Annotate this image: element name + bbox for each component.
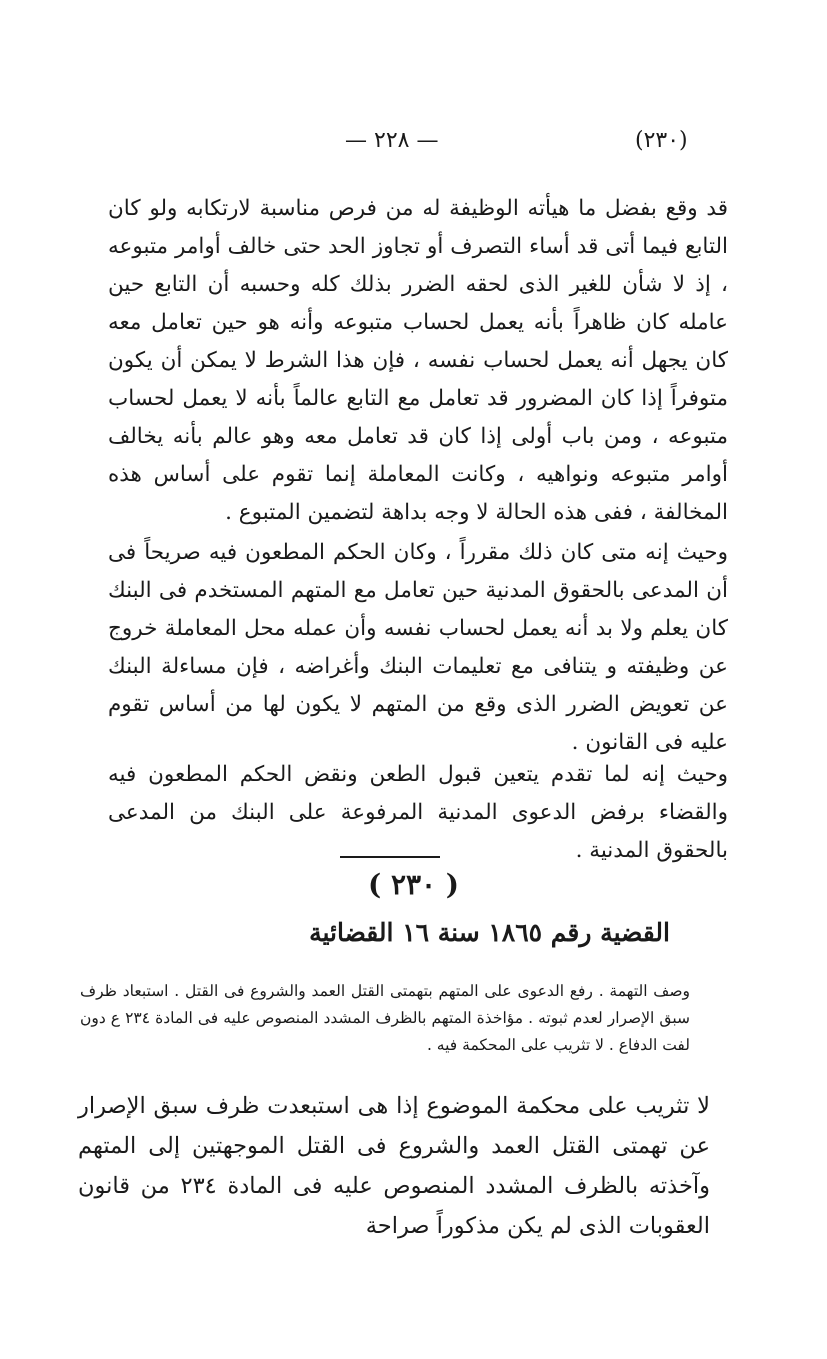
ruling-number: (٢٣٠): [635, 128, 688, 153]
page-header: [80, 128, 717, 164]
case-principle: لا تثريب على محكمة الموضوع إذا هى استبعدت ظرف سبق الإصرار عن تهمتى القتل العمد والشروع فى القتل الموجهتين إلى المتهم وآخذته بالظرف المشدد المنصوص عليه فى المادة ٢٣٤ من قانون العقوبات الذى لم يكن مذكوراً صراحة: [78, 1093, 710, 1239]
paragraph-1: قد وقع بفضل ما هيأته الوظيفة له من فرص مناسبة لارتكابه ولو كان التابع فيما أتى قد أساء التصرف أو تجاوز الحد حتى خالف أوامر متبوعه ، إذ لا شأن للغير الذى لحقه الضرر بذلك كله وحسبه أن التابع حين عامله كان ظاهراً بأنه يعمل لحساب متبوعه وأنه هو حين تعامل معه كان يجهل أنه يعمل لحساب نفسه ، فإن هذا الشرط لا يمكن أن يكون متوفراً إذا كان المضرور قد تعامل مع التابع عالماً بأنه لا يعمل لحساب متبوعه ، ومن باب أولى إذا كان قد تعامل معه وهو عالم بأنه يخالف أوامر متبوعه ونواهيه ، وكانت المعاملة إنما تقوم على أساس هذه المخالفة ، ففى هذه الحالة لا وجه بداهة لتضمين المتبوع .: [108, 196, 728, 525]
section-divider: [340, 856, 440, 858]
paragraph-2: وحيث إنه متى كان ذلك مقرراً ، وكان الحكم المطعون فيه صريحاً فى أن المدعى بالحقوق المدنية حين تعامل مع المتهم المستخدم فى البنك كان يعلم ولا بد أنه يعمل لحساب نفسه وأن عمله محل المعاملة خروج عن وظيفته و يتنافى مع تعليمات البنك وأغراضه ، فإن مساءلة البنك عن تعويض الضرر الذى وقع من المتهم لا يكون لها من أساس تقوم عليه فى القانون .: [108, 540, 728, 755]
case-summary: وصف التهمة . رفع الدعوى على المتهم بتهمتى القتل العمد والشروع فى القتل . استبعاد ظرف سبق الإصرار لعدم ثبوته . مؤاخذة المتهم بالظرف المشدد المنصوص عليه فى المادة ٢٣٤ ع دون لفت الدفاع . لا تثريب على المحكمة فيه .: [80, 982, 690, 1054]
case-title: القضية رقم ١٨٦٥ سنة ١٦ القضائية: [309, 918, 670, 947]
case-number: ( ٢٣٠ ): [367, 868, 460, 901]
paragraph-3: وحيث إنه لما تقدم يتعين قبول الطعن ونقض الحكم المطعون فيه والقضاء برفض الدعوى المدنية المرفوعة على البنك من المدعى بالحقوق المدنية .: [108, 762, 728, 863]
page-number: — ٢٢٨ —: [345, 128, 439, 153]
